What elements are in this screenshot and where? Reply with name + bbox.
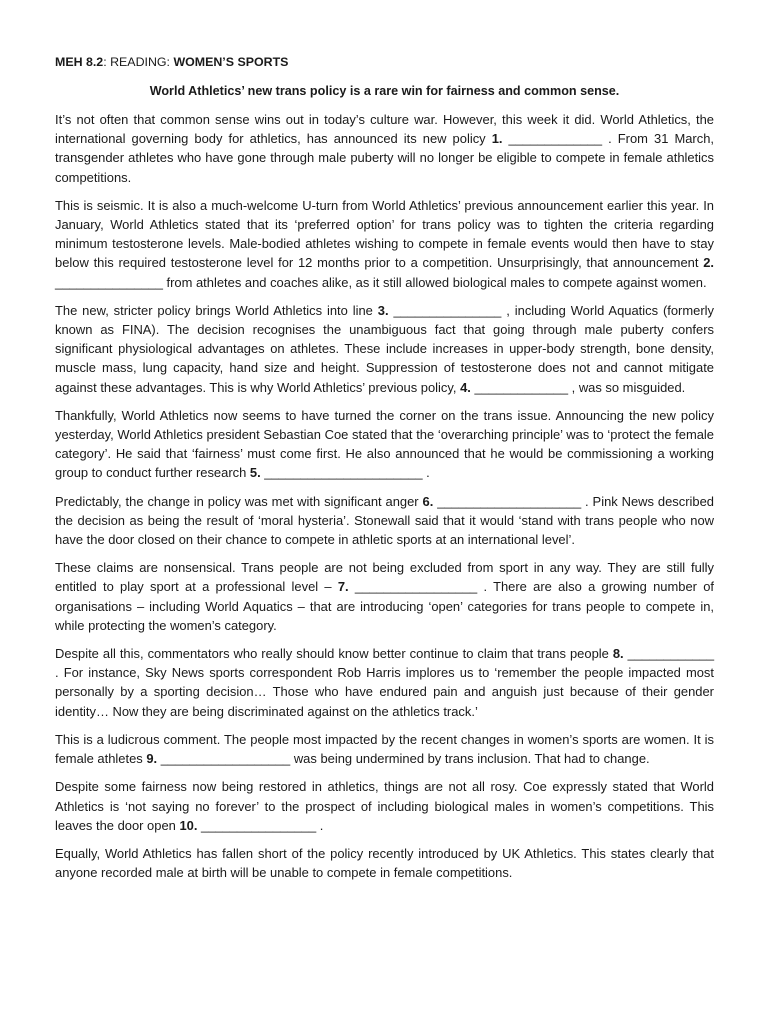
paragraph-text: It’s not often that common sense wins out in today’s culture war. However, this week it did. World Athletics, the international governing body for athletics, has announced its new policy bbox=[55, 112, 714, 147]
paragraph-text: _______________ , including World Aquatics (formerly known as FINA). The decision recognises the unambiguous fact that going through male puberty confers significant physiological advantages on athletes. These include increases in upper-body strength, bone density, muscle mass, lung capacity, hand size and height. Suppression of testosterone does not and cannot mitigate against these advantages. This is why World Athletics’ previous policy, bbox=[55, 302, 714, 395]
paragraph-text: _____________ . From 31 March, transgender athletes who have gone through male puberty will no longer be eligible to compete in female athletics competitions. bbox=[55, 131, 714, 185]
paragraph-text: Thankfully, World Athletics now seems to have turned the corner on the trans issue. Announcing the new policy yesterday, World Athletics president Sebastian Coe stated that the ‘overarching principle’ was to ‘protect the female category’. He said that ‘fairness’ must come first. He also announced that he would be commissioning a working group to conduct further research bbox=[55, 407, 714, 481]
paragraph-text: This is seismic. It is also a much-welcome U-turn from World Athletics’ previous announcement earlier this year. In January, World Athletics stated that its ‘preferred option’ for trans policy was to tighten the criteria regarding minimum testosterone levels. Male-bodied athletes wishing to compete in female events would then have to stay below this required testosterone level for 12 months prior to a competition. Unsurprisingly, that announcement bbox=[55, 197, 714, 271]
paragraph-text: Despite some fairness now being restored in athletics, things are not all rosy. Coe expressly stated that World Athletics is ‘not saying no forever’ to the prospect of including biological males in women’s competitions. This leaves the door open bbox=[55, 779, 714, 833]
article-paragraph-9 bbox=[55, 777, 714, 835]
gap-number: 8. bbox=[612, 646, 624, 662]
paragraph-text: ____________ . For instance, Sky News sports correspondent Rob Harris implores us to ‘remember the people impacted most personally by a sporting decision… Those who have endured pain and anguish just because of their gender identity… Now they are being discriminated against on the athletics track.’ bbox=[55, 646, 715, 719]
paragraph-text: ____________________ . Pink News described the decision as being the result of ‘moral hysteria’. Stonewall said that it would ‘stand with trans people who now have the door closed on their chance to compete in athletic sports at an international level’. bbox=[55, 493, 714, 548]
paragraph-text: _________________ . There are also a growing number of organisations – including World Aquatics – that are introducing ‘open’ categories for trans people to compete in, while protecting the women’s category. bbox=[55, 579, 714, 633]
paragraph-text: This is a ludicrous comment. The people most impacted by the recent changes in women’s sports are women. It is female athletes bbox=[55, 731, 714, 767]
gap-number: 3. bbox=[377, 302, 389, 318]
paragraph-text: _____________ , was so misguided. bbox=[470, 379, 686, 395]
paragraph-text: The new, stricter policy brings World Athletics into line bbox=[55, 302, 378, 318]
worksheet-header bbox=[55, 54, 714, 70]
paragraph-text: Despite all this, commentators who really should know better continue to claim that trans people bbox=[55, 646, 613, 662]
article-paragraph-8 bbox=[55, 730, 714, 768]
gap-number: 10. bbox=[179, 817, 198, 833]
gap-number: 6. bbox=[422, 493, 434, 509]
paragraph-text: These claims are nonsensical. Trans people are not being excluded from sport in any way. They are still fully entitled to play sport at a professional level – bbox=[55, 560, 714, 595]
article-paragraph-10 bbox=[55, 844, 714, 882]
article-paragraph-3 bbox=[55, 301, 714, 397]
worksheet-code: MEH 8.2 bbox=[55, 55, 104, 69]
paragraph-text: Predictably, the change in policy was met with significant anger bbox=[55, 493, 423, 509]
article-paragraph-2 bbox=[55, 196, 714, 292]
gap-number: 5. bbox=[249, 465, 261, 481]
gap-number: 1. bbox=[491, 131, 503, 147]
article-paragraph-5 bbox=[55, 492, 714, 550]
article-paragraph-1 bbox=[55, 110, 714, 187]
worksheet-header-separator: : READING: bbox=[103, 55, 174, 69]
article-paragraph-6 bbox=[55, 558, 714, 635]
gap-number: 2. bbox=[703, 255, 714, 271]
article-paragraph-7 bbox=[55, 644, 714, 721]
gap-number: 7. bbox=[337, 579, 349, 595]
gap-number: 9. bbox=[146, 751, 158, 767]
paragraph-text: __________________ was being undermined by trans inclusion. That had to change. bbox=[157, 751, 650, 767]
worksheet-topic: WOMEN’S SPORTS bbox=[173, 55, 289, 69]
gap-number: 4. bbox=[460, 379, 471, 395]
paragraph-text: ______________________ . bbox=[260, 465, 430, 481]
paragraph-text: Equally, World Athletics has fallen short of the policy recently introduced by UK Athletics. This states clearly that anyone recorded male at birth will be unable to compete in female competitions. bbox=[55, 845, 714, 881]
article-body bbox=[55, 110, 714, 882]
article-paragraph-4 bbox=[55, 406, 714, 483]
paragraph-text: _______________ from athletes and coaches alike, as it still allowed biological males to compete against women. bbox=[55, 274, 707, 290]
paragraph-text: ________________ . bbox=[197, 817, 324, 833]
article-title: World Athletics’ new trans policy is a rare win for fairness and common sense. bbox=[149, 84, 620, 98]
